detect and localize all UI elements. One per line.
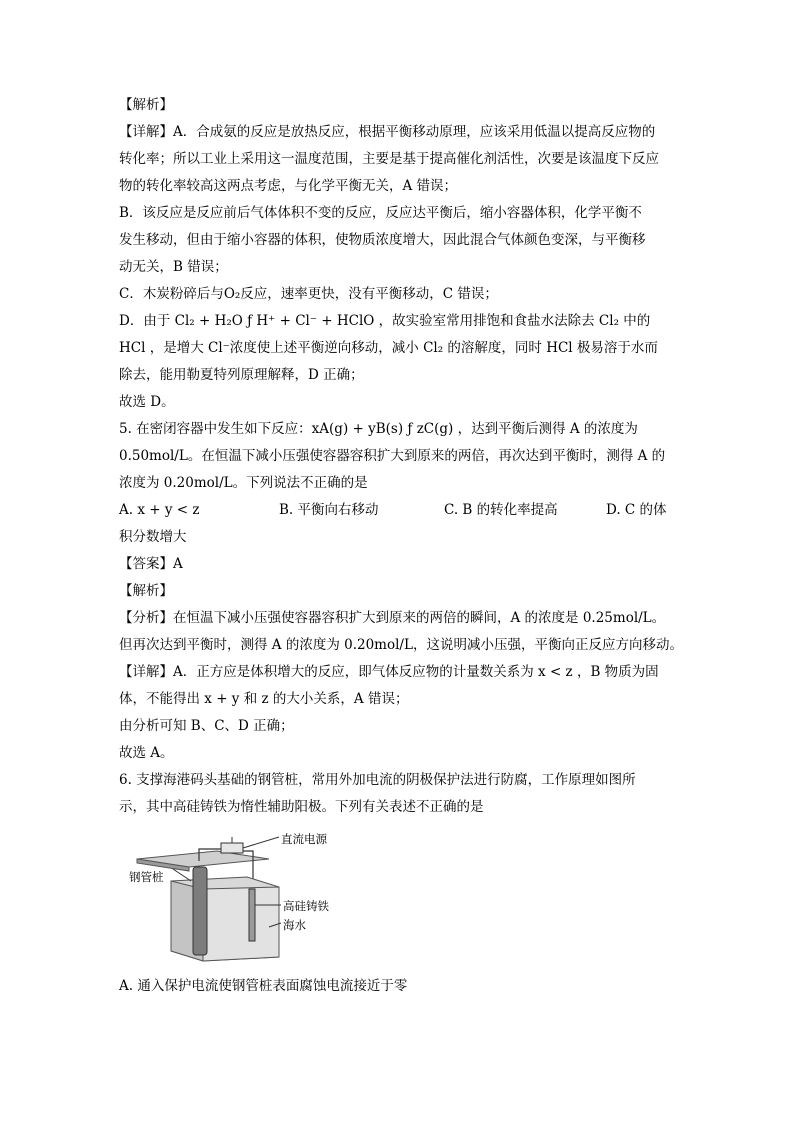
text-line: B．该反应是反应前后气体体积不变的反应，反应达平衡后，缩小容器体积，化学平衡不 bbox=[119, 205, 642, 221]
text-line: 动无关，B 错误； bbox=[119, 259, 228, 275]
text-line: 除去，能用勒夏特列原理解释，D 正确； bbox=[119, 367, 364, 383]
option-c: C. B 的转化率提高 bbox=[444, 502, 558, 518]
label-power-supply: 直流电源 bbox=[281, 832, 327, 846]
apparatus-drawing bbox=[129, 829, 429, 969]
text-line: 浓度为 0.20mol/L。下列说法不正确的是 bbox=[119, 475, 368, 491]
text-line: 故选 A。 bbox=[119, 745, 174, 761]
text-line: 【详解】A．合成氨的反应是放热反应，根据平衡移动原理，应该采用低温以提高反应物的 bbox=[119, 124, 656, 140]
text-line: 0.50mol/L。在恒温下减小压强使容器容积扩大到原来的两倍，再次达到平衡时，测得 A 的 bbox=[119, 448, 666, 464]
question-5-options bbox=[119, 497, 679, 524]
text-line: 【分析】在恒温下减小压强使容器容积扩大到原来的两倍的瞬间，A 的浓度是 0.25mol/L。 bbox=[119, 610, 666, 626]
text-line: 示，其中高硅铸铁为惰性辅助阳极。下列有关表述不正确的是 bbox=[119, 799, 484, 815]
text-line: 故选 D。 bbox=[119, 394, 175, 410]
label-silicon-iron: 高硅铸铁 bbox=[283, 899, 329, 913]
cathodic-protection-figure bbox=[129, 829, 429, 969]
text-line: 转化率；所以工业上采用这一温度范围，主要是基于提高催化剂活性，次要是该温度下反应 bbox=[119, 151, 659, 167]
label-seawater: 海水 bbox=[283, 918, 306, 932]
text-line: 但再次达到平衡时，测得 A 的浓度为 0.20mol/L，这说明减小压强，平衡向正反应方向移动。 bbox=[119, 637, 683, 653]
analysis-heading: 【解析】 bbox=[119, 97, 173, 113]
text-line: 积分数增大 bbox=[119, 529, 187, 545]
equation-line: D．由于 Cl₂ + H₂O ƒ H⁺ + Cl⁻ + HClO ，故实验室常用排饱和食盐水法除去 Cl₂ 中的 bbox=[119, 313, 651, 329]
text-line: 体，不能得出 x + y 和 z 的大小关系，A 错误； bbox=[119, 691, 409, 707]
label-steel-pile: 钢管桩 bbox=[129, 870, 164, 884]
answer-line: 【答案】A bbox=[119, 556, 183, 572]
text-line: 【详解】A．正方应是体积增大的反应，即气体反应物的计量数关系为 x < z ，B 物质为固 bbox=[119, 664, 659, 680]
option-a: A. x + y < z bbox=[119, 502, 200, 518]
analysis-heading: 【解析】 bbox=[119, 583, 173, 599]
document-page bbox=[119, 92, 683, 1000]
text-line: C．木炭粉碎后与O₂反应，速率更快，没有平衡移动，C 错误； bbox=[119, 286, 498, 302]
question-5-stem: 5. 在密闭容器中发生如下反应：xA(g) + yB(s) ƒ zC(g) ，达到平衡后测得 A 的浓度为 bbox=[119, 421, 638, 437]
text-line: HCl ，是增大 Cl⁻浓度使上述平衡逆向移动，减小 Cl₂ 的溶解度，同时 HCl 极易溶于水而 bbox=[119, 340, 658, 356]
option-d: D. C 的体 bbox=[606, 502, 667, 518]
question-6-stem: 6. 支撑海港码头基础的钢管桩，常用外加电流的阴极保护法进行防腐，工作原理如图所 bbox=[119, 772, 636, 788]
text-line: 发生移动，但由于缩小容器的体积，使物质浓度增大，因此混合气体颜色变深，与平衡移 bbox=[119, 232, 646, 248]
question-6-option-a: A. 通入保护电流使钢管桩表面腐蚀电流接近于零 bbox=[119, 978, 408, 994]
text-line: 由分析可知 B、C、D 正确； bbox=[119, 718, 294, 734]
option-b: B. 平衡向右移动 bbox=[279, 502, 379, 518]
text-line: 物的转化率较高这两点考虑，与化学平衡无关，A 错误； bbox=[119, 178, 458, 194]
